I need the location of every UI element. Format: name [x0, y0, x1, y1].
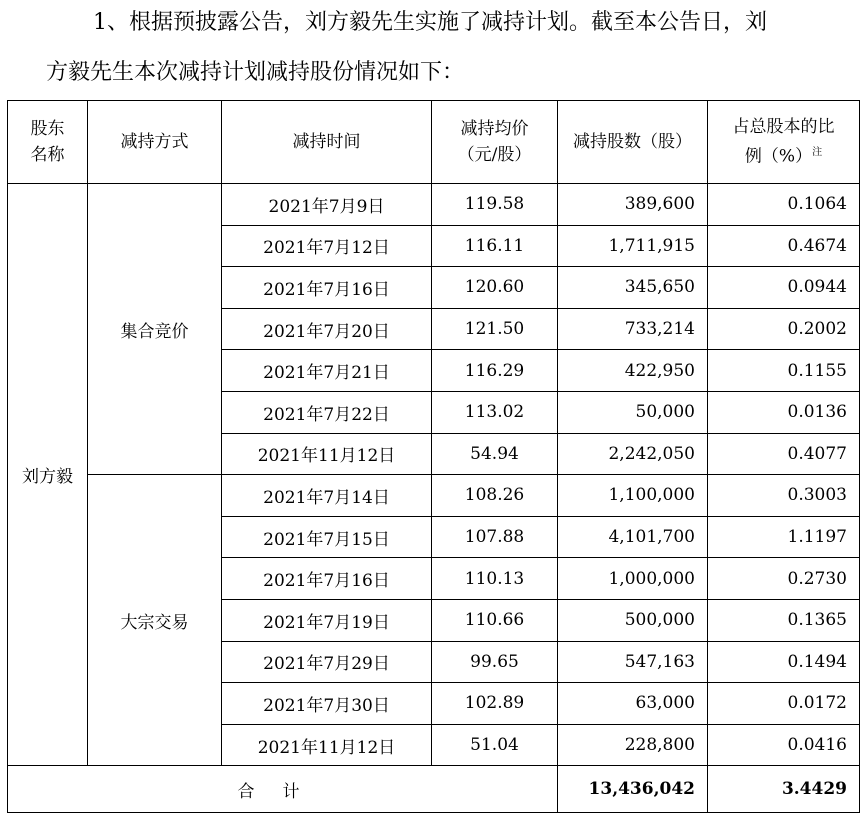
- header-price-line2: （元/股）: [457, 145, 532, 165]
- shares-cell: 4,101,700: [558, 516, 708, 558]
- ratio-cell: 0.2002: [708, 308, 860, 350]
- ratio-cell: 0.0416: [708, 724, 860, 766]
- price-cell: 54.94: [432, 433, 558, 475]
- ratio-cell: 0.2730: [708, 558, 860, 600]
- holder-name: 刘方毅: [8, 184, 88, 766]
- header-ratio-line1: 占总股本的比: [732, 117, 835, 138]
- header-shares: 减持股数（股）: [558, 101, 708, 184]
- ratio-cell: 0.1155: [708, 350, 860, 392]
- table-row: [8, 475, 860, 517]
- header-holder: [8, 101, 88, 184]
- ratio-cell: 0.0136: [708, 391, 860, 433]
- total-shares: 13,436,042: [558, 766, 708, 813]
- header-holder-line1: 股东: [30, 119, 65, 139]
- date-cell: 2021年7月29日: [222, 641, 432, 683]
- price-cell: 120.60: [432, 267, 558, 309]
- date-cell: 2021年7月16日: [222, 267, 432, 309]
- price-cell: 113.02: [432, 391, 558, 433]
- total-ratio: 3.4429: [708, 766, 860, 813]
- ratio-cell: 1.1197: [708, 516, 860, 558]
- price-cell: 116.11: [432, 225, 558, 267]
- ratio-cell: 0.4077: [708, 433, 860, 475]
- price-cell: 116.29: [432, 350, 558, 392]
- date-cell: 2021年7月20日: [222, 308, 432, 350]
- header-ratio-note: 注: [812, 147, 823, 159]
- date-cell: 2021年7月30日: [222, 683, 432, 725]
- date-cell: 2021年7月12日: [222, 225, 432, 267]
- ratio-cell: 0.3003: [708, 475, 860, 517]
- ratio-cell: 0.1064: [708, 184, 860, 226]
- shares-cell: 1,000,000: [558, 558, 708, 600]
- date-cell: 2021年7月21日: [222, 350, 432, 392]
- method-cell: 集合竞价: [88, 184, 222, 475]
- shares-cell: 422,950: [558, 350, 708, 392]
- date-cell: 2021年7月14日: [222, 475, 432, 517]
- price-cell: 110.13: [432, 558, 558, 600]
- ratio-cell: 0.1494: [708, 641, 860, 683]
- header-time: 减持时间: [222, 101, 432, 184]
- method-cell: 大宗交易: [88, 475, 222, 766]
- ratio-cell: 0.4674: [708, 225, 860, 267]
- reduction-table: [7, 100, 860, 813]
- date-cell: 2021年7月15日: [222, 516, 432, 558]
- price-cell: 102.89: [432, 683, 558, 725]
- total-row: [8, 766, 860, 813]
- table-header-row: [8, 101, 860, 184]
- date-cell: 2021年11月12日: [222, 433, 432, 475]
- price-cell: 51.04: [432, 724, 558, 766]
- header-ratio: [708, 101, 860, 184]
- shares-cell: 2,242,050: [558, 433, 708, 475]
- shares-cell: 63,000: [558, 683, 708, 725]
- price-cell: 107.88: [432, 516, 558, 558]
- price-cell: 108.26: [432, 475, 558, 517]
- total-label: 合计: [8, 766, 558, 813]
- date-cell: 2021年7月16日: [222, 558, 432, 600]
- shares-cell: 733,214: [558, 308, 708, 350]
- date-cell: 2021年7月22日: [222, 391, 432, 433]
- header-ratio-line2: 例（%）: [744, 146, 813, 167]
- shares-cell: 228,800: [558, 724, 708, 766]
- price-cell: 121.50: [432, 308, 558, 350]
- price-cell: 110.66: [432, 599, 558, 641]
- shares-cell: 345,650: [558, 267, 708, 309]
- header-holder-line2: 名称: [30, 145, 65, 165]
- price-cell: 119.58: [432, 184, 558, 226]
- date-cell: 2021年7月9日: [222, 184, 432, 226]
- date-cell: 2021年11月12日: [222, 724, 432, 766]
- intro-line-1: 1、根据预披露公告，刘方毅先生实施了减持计划。截至本公告日，刘: [93, 10, 767, 35]
- shares-cell: 547,163: [558, 641, 708, 683]
- shares-cell: 389,600: [558, 184, 708, 226]
- header-price: [432, 101, 558, 184]
- shares-cell: 1,711,915: [558, 225, 708, 267]
- table-row: [8, 184, 860, 226]
- intro-line-2: 方毅先生本次减持计划减持股份情况如下：: [46, 60, 465, 85]
- shares-cell: 50,000: [558, 391, 708, 433]
- ratio-cell: 0.0172: [708, 683, 860, 725]
- date-cell: 2021年7月19日: [222, 599, 432, 641]
- ratio-cell: 0.0944: [708, 267, 860, 309]
- shares-cell: 1,100,000: [558, 475, 708, 517]
- price-cell: 99.65: [432, 641, 558, 683]
- header-price-line1: 减持均价: [460, 119, 529, 139]
- ratio-cell: 0.1365: [708, 599, 860, 641]
- header-method: 减持方式: [88, 101, 222, 184]
- shares-cell: 500,000: [558, 599, 708, 641]
